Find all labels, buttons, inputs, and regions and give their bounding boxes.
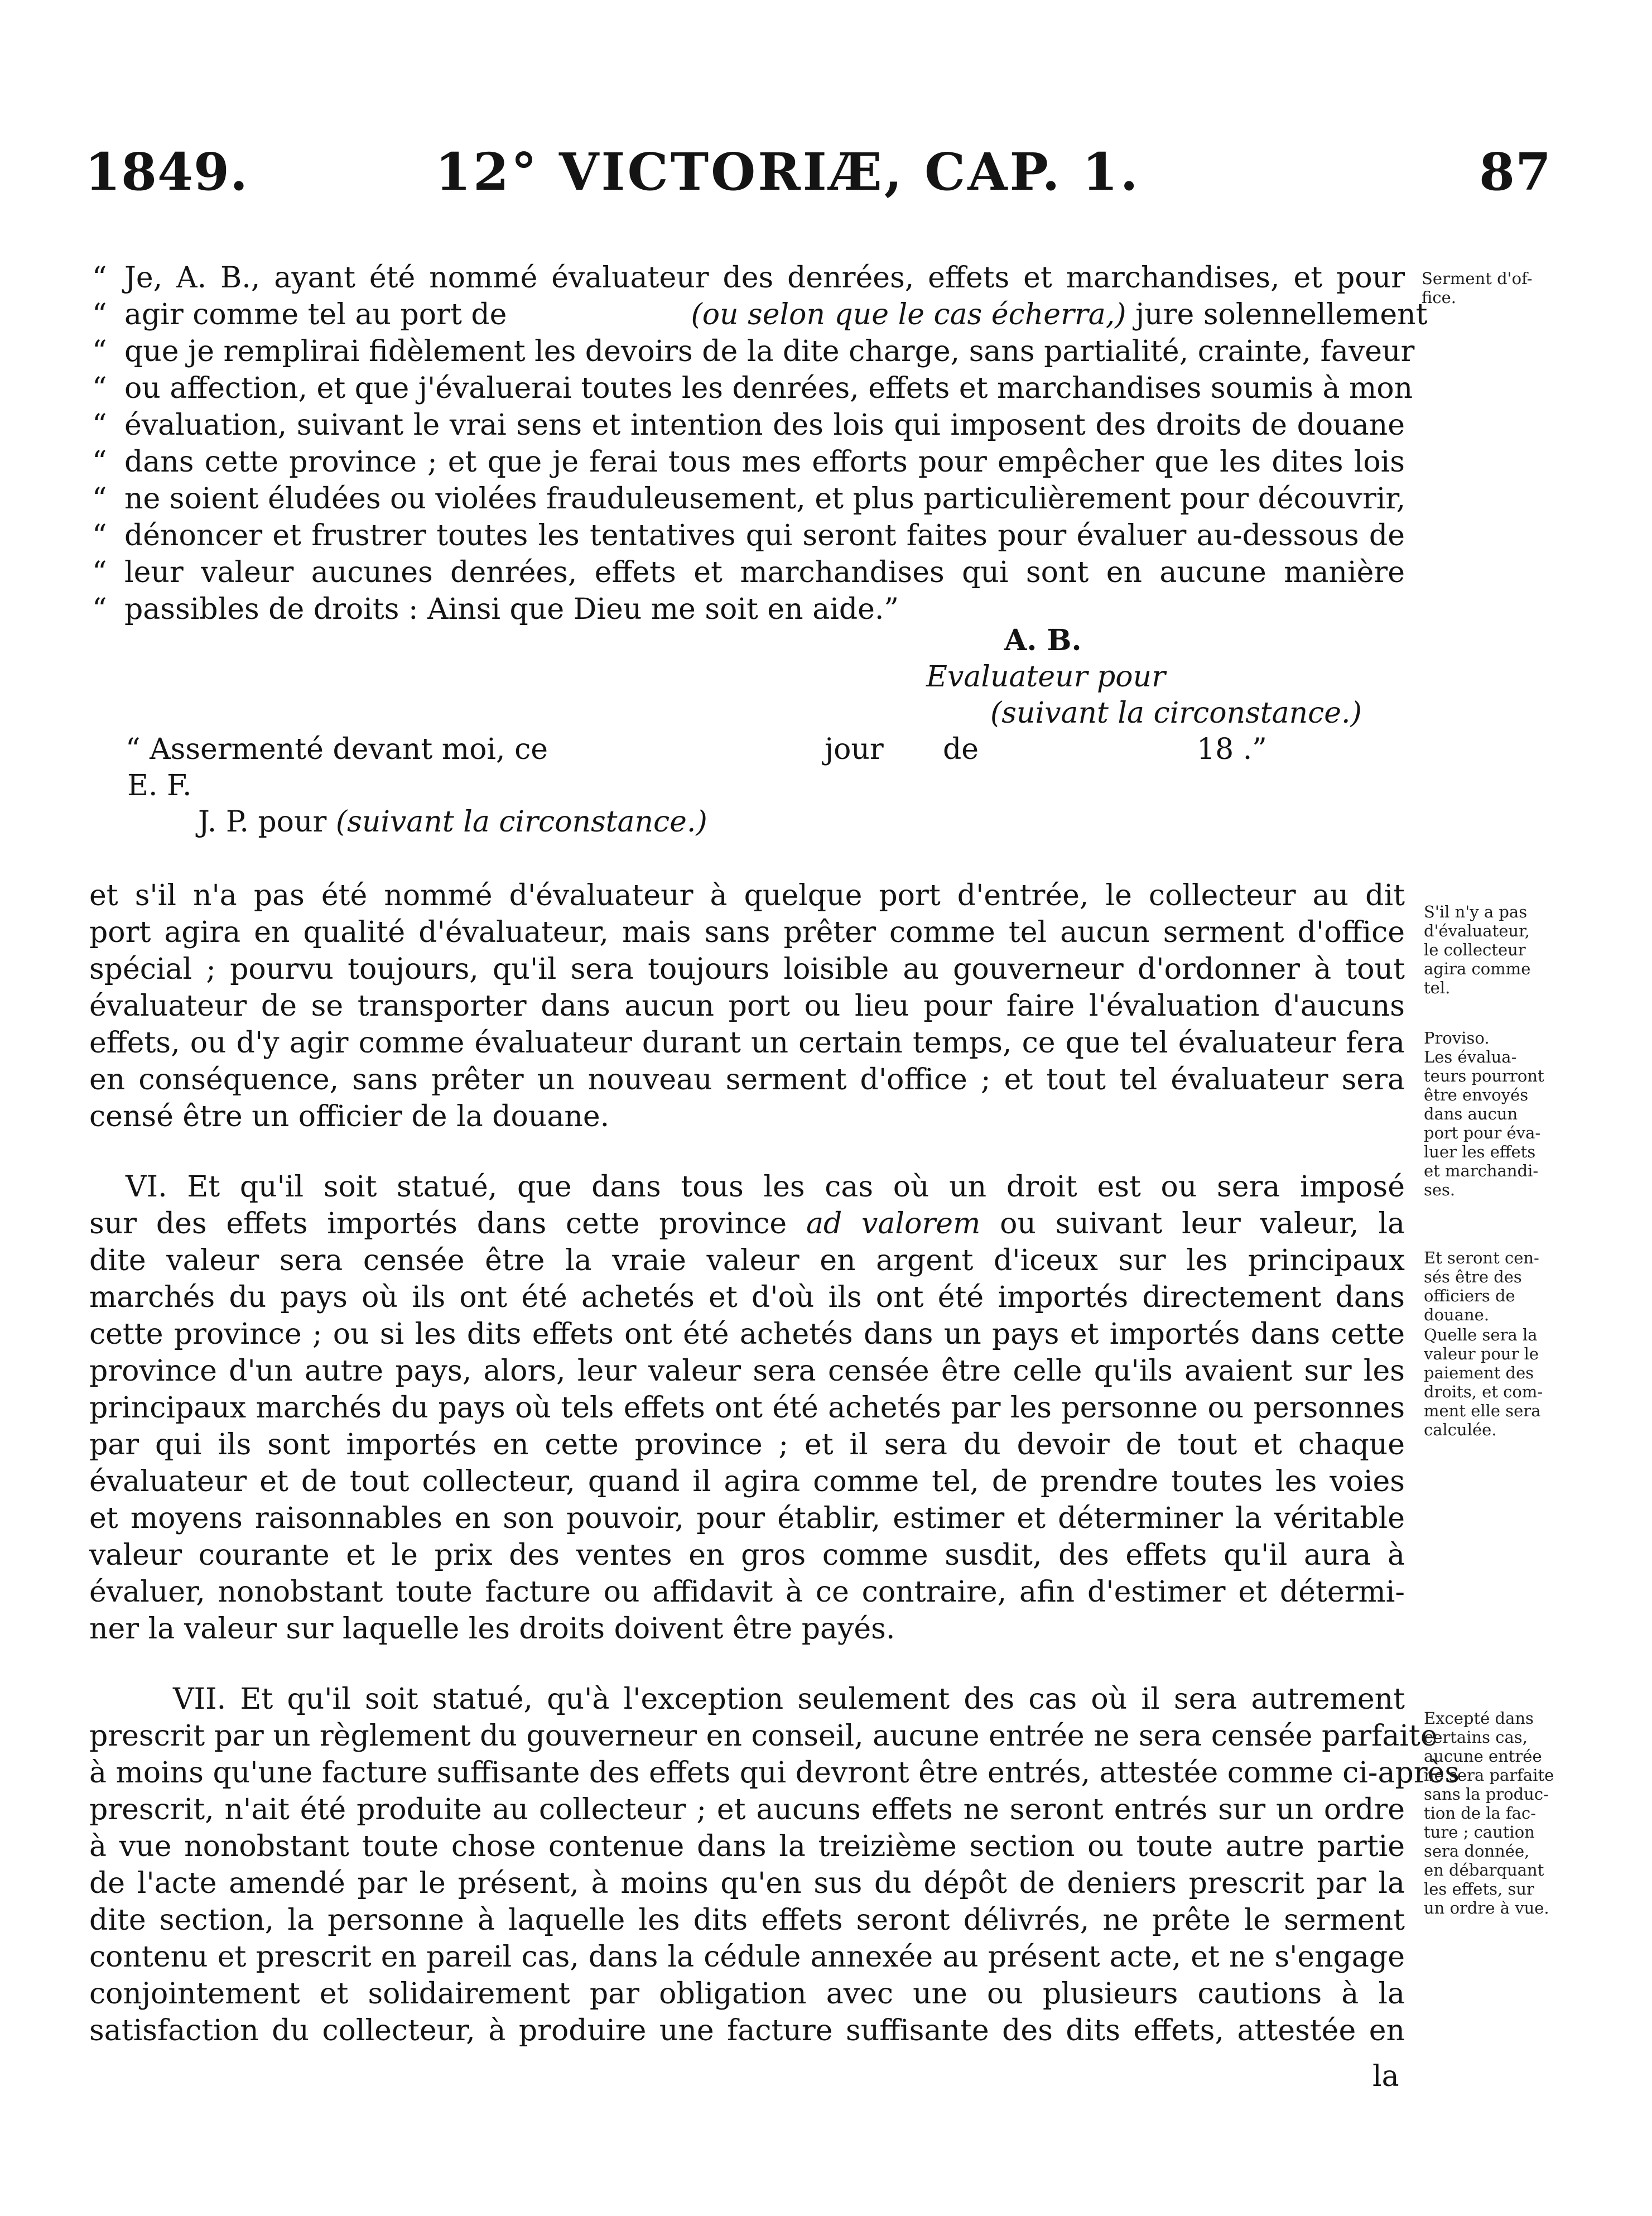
text-line: à moins qu'une facture suffisante des effets qui devront être entrés, attestée comme ci-après [89,1756,1460,1790]
margin-note-serment: Serment d'of- fice. [1422,269,1533,307]
text-line: province d'un autre pays, alors, leur valeur sera censée être celle qu'ils avaient sur les [89,1354,1405,1388]
header-title: 12° VICTORIÆ, CAP. 1. [435,142,1140,202]
text-line: évaluer, nonobstant toute facture ou affidavit à ce contraire, afin d'estimer et détermi- [89,1575,1405,1609]
text-line: contenu et prescrit en pareil cas, dans la cédule annexée au présent acte, et ne s'engage [89,1940,1405,1974]
text-line: par qui ils sont importés en cette province ; et il sera du devoir de tout et chaque [89,1428,1405,1462]
margin-note-excepte: Excepté dans certains cas, aucune entrée ne sera parfaite sans la produc- tion de la fac- ture ; caution sera donnée, en débarquant les effets, sur un ordre à vue. [1424,1709,1554,1917]
text-line: et s'il n'a pas été nommé d'évaluateur à quelque port d'entrée, le collecteur au dit [89,879,1405,912]
oath-line: “ dans cette province ; et que je ferai tous mes efforts pour empêcher que les dites lois [92,445,1405,479]
sworn-of: de [943,733,979,766]
text-line: conjointement et solidairement par obligation avec une ou plusieurs cautions à la [89,1977,1405,2011]
catchword: la [1372,2060,1399,2093]
signature-circumstance: (suivant la circonstance.) [990,696,1362,730]
signature-ef: E. F. [127,769,192,802]
text-line: prescrit, n'ait été produite au collecteur ; et aucuns effets ne seront entrés sur un ordre [89,1793,1405,1826]
oath-line: “ que je remplirai fidèlement les devoirs de la dite charge, sans partialité, crainte, faveur [92,335,1415,368]
text-line: port agira en qualité d'évaluateur, mais sans prêter comme tel aucun serment d'office [89,916,1405,949]
oath-line: “ dénoncer et frustrer toutes les tentatives qui seront faites pour évaluer au-dessous de [92,519,1405,552]
text-line: spécial ; pourvu toujours, qu'il sera toujours loisible au gouverneur d'ordonner à tout [89,953,1405,986]
text-line: effets, ou d'y agir comme évaluateur durant un certain temps, ce que tel évaluateur fera [89,1026,1405,1060]
signature-name: A. B. [1004,623,1082,657]
text-line: cette province ; ou si les dits effets ont été achetés dans un pays et importés dans cette [89,1318,1405,1351]
oath-line: “ passibles de droits : Ainsi que Dieu me soit en aide.” [92,593,899,626]
margin-note-valeur: Quelle sera la valeur pour le paiement des droits, et com- ment elle sera calculée. [1424,1325,1543,1439]
text-line: dite valeur sera censée être la vraie valeur en argent d'iceux sur les principaux [89,1244,1405,1277]
sworn-day: jour [825,733,884,766]
oath-line: “ ou affection, et que j'évaluerai toutes les denrées, effets et marchandises soumis à mon [92,372,1413,405]
text-line: principaux marchés du pays où tels effets ont été achetés par les personne ou personnes [89,1391,1405,1425]
header-page-number: 87 [1478,142,1552,202]
text-line: en conséquence, sans prêter un nouveau serment d'office ; et tout tel évaluateur sera [89,1063,1405,1097]
text-line: marchés du pays où ils ont été achetés et d'où ils ont été importés directement dans [89,1281,1405,1314]
oath-line: “ Je, A. B., ayant été nommé évaluateur des denrées, effets et marchandises, et pour [92,261,1405,295]
section-vii-start: VII. Et qu'il soit statué, qu'à l'exception seulement des cas où il sera autrement [173,1683,1405,1716]
text-line: de l'acte amendé par le présent, à moins qu'en sus du dépôt de deniers prescrit par la [89,1867,1405,1900]
text-line: dite section, la personne à laquelle les dits effets seront délivrés, ne prête le serment [89,1903,1405,1937]
oath-line: “ évaluation, suivant le vrai sens et intention des lois qui imposent des droits de douane [92,408,1405,442]
sworn-year: 18 .” [1197,733,1267,766]
text-line: sur des effets importés dans cette province ad valorem ou suivant leur valeur, la [89,1207,1405,1241]
text-line: à vue nonobstant toute chose contenue dans la treizième section ou toute autre partie [89,1830,1405,1863]
sworn-before: “ Assermenté devant moi, ce [126,733,548,766]
text-line: censé être un officier de la douane. [89,1100,610,1133]
text-line: évaluateur et de tout collecteur, quand il agira comme tel, de prendre toutes les voies [89,1465,1405,1498]
text-line: évaluateur de se transporter dans aucun port ou lieu pour faire l'évaluation d'aucuns [89,989,1405,1023]
text-line: satisfaction du collecteur, à produire une facture suffisante des dits effets, attestée en [89,2014,1405,2047]
section-vi-start: VI. Et qu'il soit statué, que dans tous les cas où un droit est ou sera imposé [126,1170,1405,1204]
margin-note-proviso: Proviso. Les évalua- teurs pourront être envoyés dans aucun port pour éva- luer les effets et marchandi- ses. [1424,1028,1544,1199]
oath-line: “ ne soient éludées ou violées frauduleusement, et plus particulièrement pour découvrir, [92,482,1406,516]
justice-of-peace: J. P. pour (suivant la circonstance.) [198,805,707,839]
oath-line: “ agir comme tel au port de (ou selon que le cas écherra,) jure solennellement [92,298,1428,331]
signature-role: Evaluateur pour [926,660,1165,694]
text-line: ner la valeur sur laquelle les droits doivent être payés. [89,1612,895,1646]
header-year: 1849. [85,142,249,202]
text-line: prescrit par un règlement du gouverneur en conseil, aucune entrée ne sera censée parfaite [89,1719,1438,1753]
margin-note-pas-evaluateur: S'il n'y a pas d'évaluateur, le collecteur agira comme tel. [1424,902,1531,997]
margin-note-officiers: Et seront cen- sés être des officiers de douane. [1424,1248,1539,1324]
text-line: et moyens raisonnables en son pouvoir, pour établir, estimer et déterminer la véritable [89,1502,1405,1535]
text-line: valeur courante et le prix des ventes en gros comme susdit, des effets qu'il aura à [89,1539,1405,1572]
oath-line: “ leur valeur aucunes denrées, effets et marchandises qui sont en aucune manière [92,556,1405,589]
